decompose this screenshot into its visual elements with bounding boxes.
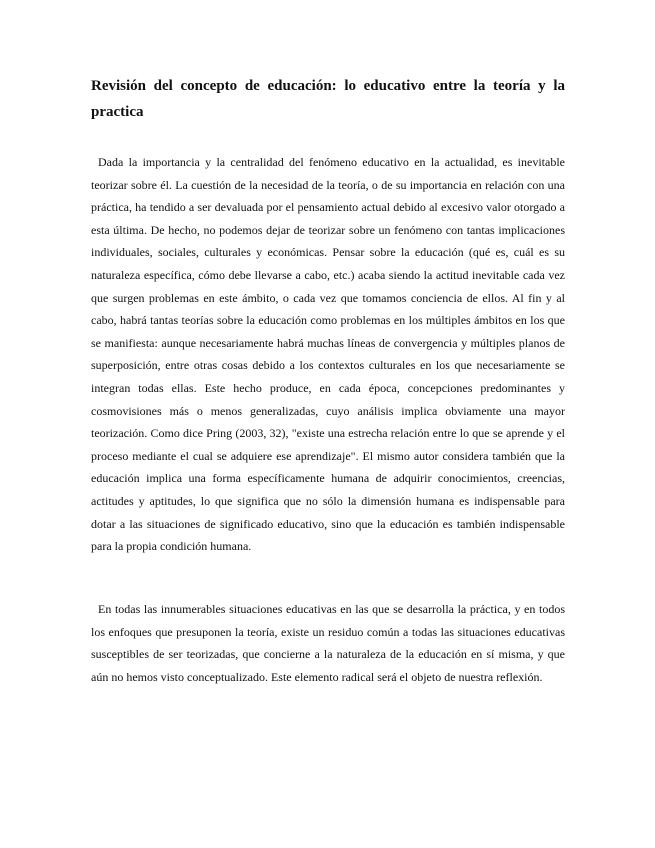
- body-paragraph-2: En todas las innumerables situaciones educativas en las que se desarrolla la práctica, y en todos los enfoques que presuponen la teoría, existe un residuo común a todas las situaciones educativas susceptibles de ser teorizadas, que concierne a la naturaleza de la educación en sí misma, y que aún no hemos visto conceptualizado. Este elemento radical será el objeto de nuestra reflexión.: [91, 602, 565, 684]
- document-title: Revisión del concepto de educación: lo educativo entre la teoría y la practica: [91, 78, 565, 120]
- body-paragraph-1: Dada la importancia y la centralidad del fenómeno educativo en la actualidad, es inevitable teorizar sobre él. La cuestión de la necesidad de la teoría, o de su importancia en relación con una práctica, ha tendido a ser devaluada por el pensamiento actual debido al excesivo valor otorgado a esta última. De hecho, no podemos dejar de teorizar sobre un fenómeno con tantas implicaciones individuales, sociales, culturales y económicas. Pensar sobre la educación (qué es, cuál es su naturaleza específica, cómo debe llevarse a cabo, etc.) acaba siendo la actitud inevitable cada vez que surgen problemas en este ámbito, o cada vez que tomamos conciencia de ellos. Al fin y al cabo, habrá tantas teorías sobre la educación como problemas en los múltiples ámbitos en los que se manifiesta: aunque necesariamente habrá muchas líneas de convergencia y múltiples planos de superposición, entre otras cosas debido a los contextos culturales en los que necesariamente se integran todas ellas. Este hecho produce, en cada época, concepciones predominantes y cosmovisiones más o menos generalizadas, cuyo análisis implica obviamente una mayor teorización. Como dice Pring (2003, 32), "existe una estrecha relación entre lo que se aprende y el proceso mediante el cual se adquiere ese aprendizaje". El mismo autor considera también que la educación implica una forma específicamente humana de adquirir conocimientos, creencias, actitudes y aptitudes, lo que significa que no sólo la dimensión humana es indispensable para dotar a las situaciones de significado educativo, sino que la educación es también indispensable para la propia condición humana.: [91, 155, 565, 554]
